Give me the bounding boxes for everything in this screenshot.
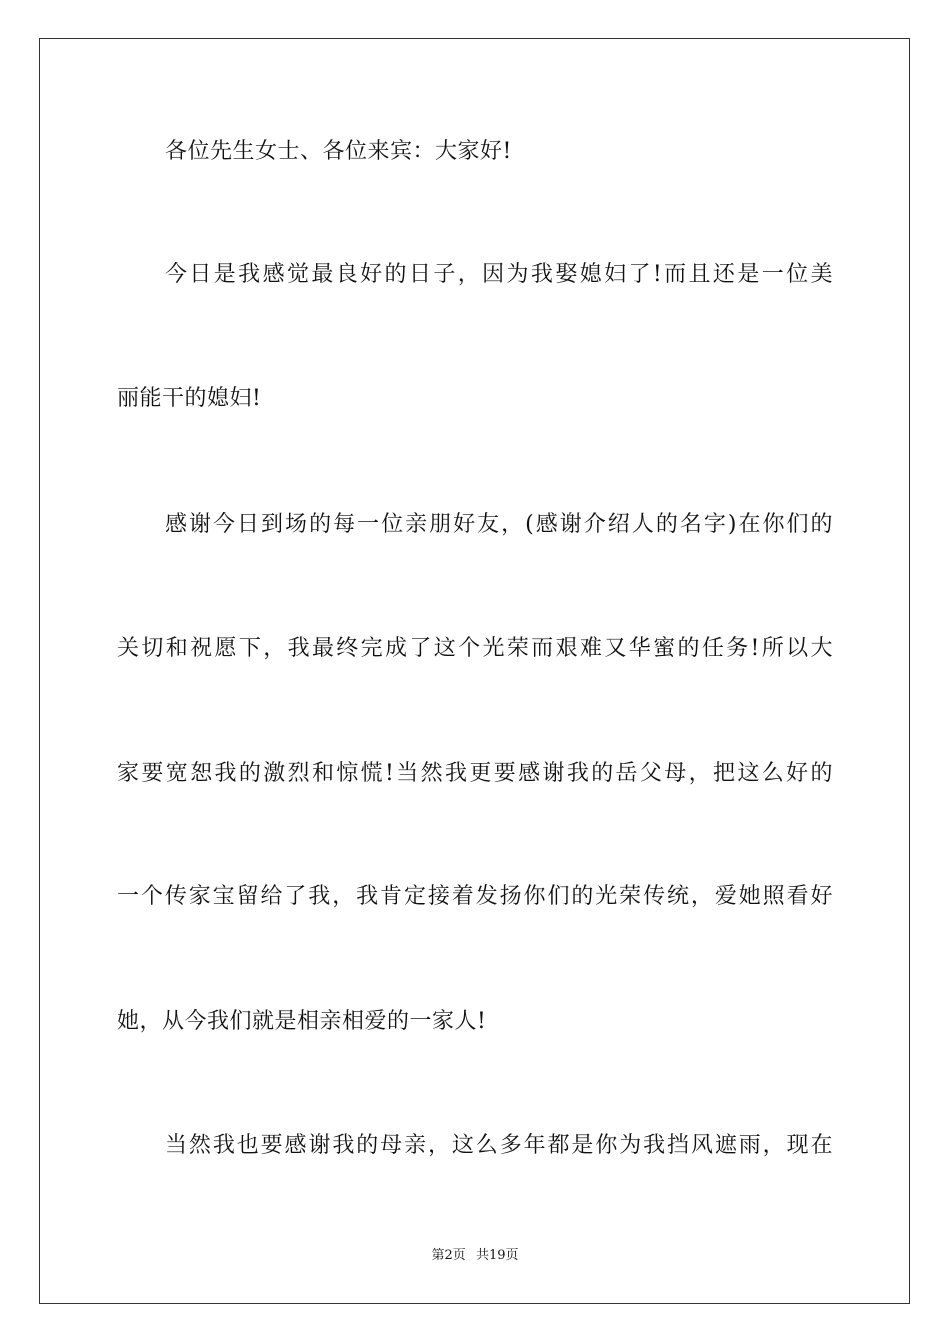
paragraph-line: 丽能干的媳妇! [117,386,262,411]
paragraph-line: 感谢今日到场的每一位亲朋好友，(感谢介绍人的名字)在你们的 [165,512,833,537]
paragraph-line: 一个传家宝留给了我，我肯定接着发扬你们的光荣传统，爱她照看好 [117,884,833,909]
paragraph-line-greeting: 各位先生女士、各位来宾：大家好! [165,139,512,164]
paragraph-line: 家要宽恕我的激烈和惊慌!当然我更要感谢我的岳父母，把这么好的 [117,761,833,786]
paragraph-line: 她，从今我们就是相亲相爱的一家人! [117,1009,487,1034]
page-total: 共19页 [475,1248,519,1263]
page-frame [39,38,910,1304]
paragraph-line: 今日是我感觉最良好的日子，因为我娶媳妇了!而且还是一位美 [165,262,833,287]
page-number: 第2页 [431,1248,466,1263]
paragraph-line: 关切和祝愿下，我最终完成了这个光荣而艰难又华蜜的任务!所以大 [117,636,833,661]
paragraph-line: 当然我也要感谢我的母亲，这么多年都是你为我挡风遮雨，现在 [165,1133,833,1158]
page-footer [0,1247,950,1265]
